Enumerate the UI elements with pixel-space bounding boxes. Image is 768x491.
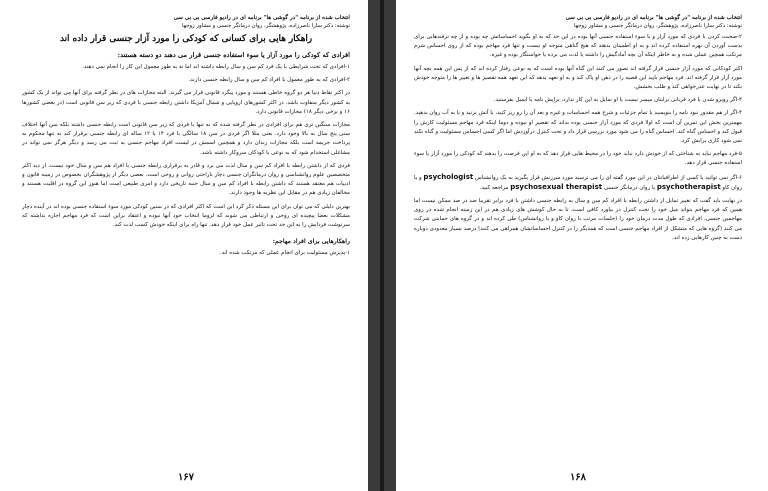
paragraph: بهترین دلیلی که می توان برای این مسئله ذکر کرد این است که اکثر افرادی که در سنین کودکی مورد سوء استفاده جنسی بوده اند در آینده دچار مشکلات بعضا پیچیده ای روحی و ارتباطی می شوند که لزوما انتخاب خود آنها نبوده و اعتقاد براین است که فرد مهاجم اجازه نداشته که سرنوشت فردایش را به این حد تحت تاثیر عمل خود قرار دهد. تنها راه برای اینکه خودش کسب لذت کند.: [22, 203, 350, 229]
left-page-content: [22, 14, 350, 262]
paragraph: اکثر کودکانی که مورد آزار جنسی قرار گرفته اند تصور می کنند این گناه آنها بوده است که به نوعی رفتار کرده اند که از پس این همه بچه آنها مورد آزار قرار گرفته اند. فرد مهاجم بایید این قضیه را در ذهن او پاک کند و به او تعهد بدهد که این تعهد همه تقصیر ها و تغییر ها را متوجه خودش بکند تا در نهایت عذرخواهی کند و طلب بخشش.: [414, 65, 742, 91]
term-psychosexual-therapist: psychosexual therapist: [510, 182, 603, 191]
book-gutter: [368, 0, 396, 491]
para6-text-before: ۶-اگر نمی توانید یا کسی از اطرافیانتان در این مورد گفته ای را می نرسید مورد سرزنش قرار بگیرید به یک روانشناس: [474, 174, 743, 181]
right-header-line1: انتخاب شده از برنامه "در گوشی ها" برنامه ای در رادیو فارسی بی بی سی: [565, 15, 742, 21]
paragraph: فردی که از داشتن رابطه با افراد کم سن و سال لذت می برد و قادر به برقراری رابطه جنسی با افراد هم سن و سال خود نیست، از دید اکثر متخصصین علوم روانشناسی و روان درمانگران جنسی دچار ناراحتی روانی و روحی است. بعضی دیگر از پژوهشگران بخصوص در زمینه قانون و ادبیات هم معتقد هستند که داشتن رابطه با افراد کم سن و سال جنبه تاریخی دارد و امری طبیعی است اما هنوز این گروه در اقلیت هستند و مخالفان زیادی هم در مقابل این نظریه ها وجود دارند.: [22, 162, 350, 197]
section-heading-solutions: راهکارهایی برای افراد مهاجم:: [272, 238, 350, 246]
para6-text-after: مراجعه کنید.: [479, 184, 509, 191]
paragraph: ۱-پذیرش مسئولیت برای انجام عملی که مرتکب شده اند.: [219, 250, 350, 257]
paragraph-professionals: [414, 173, 742, 193]
page-number-left: ۱۶۷: [177, 472, 195, 483]
article-title: راهکار هایی برای کسانی که کودکی را مورد آزار جنسی قرار داده اند: [59, 34, 313, 44]
paragraph-conclusion: در نهایت باید گفت که تغییر تمایل از داشتن رابطه با افراد کم سن و سال به رابطه جنسی داشتن با فرد برابر تقریبا صد در صد ممکن نیست اما همین که فرد مهاجم بتواند میل خود را تحت کنترل در بیاورد کافی است، تا به حال کوشش های زیادی هم در این زمینه انجام شده در روی مهاجمین جنسی، افرادی که طول مدت درمان خود را (جلسات مرتب با روان کاو و یا روانشناس) طی کرده اند و در گروه های حمایتی شرکت می کنند (گروه هایی که متشکل از افراد مهاجم جنسی است که همدیگر را در کنترل احساساتشان همراهی می کنند) درصد بسیار معدودی دوباره دست به چنین کارهایی زده اند.: [414, 198, 742, 241]
left-page: [4, 0, 368, 491]
paragraph: ۴-اگر از هم مقدور نبود نامه را بنویسید یا تمام جزئیات و شرح همه احساسات و غیره و بعد آن را رو ریز کنید، یا آتش بزنید و یا به آب روان بدهید. مهمترین بخش این تمرین آن است که اولا فردی که مورد آزار جنسی بوده بداند که تقصیر او نبوده و دوما اینکه فرد مهاجم مسئولیت کارش را قبول کند و احساس گناه کند. احساس گناه را می شود مورد بررسی قرار داد و تحت کنترل درآوردش اما اگر کسی احساس مسئولیت و گناه نکند نمی شود کاری برایش کرد.: [414, 110, 742, 145]
paragraph: ۳-اگر روبرو شدن با فرد قربانی برایتان میسر نیست یا او تمایل به این کار ندارد، برایش نامه یا ایمیل بفرستید.: [493, 97, 742, 104]
right-page-content: [414, 14, 742, 247]
page-number-right: ۱۶۸: [569, 472, 587, 483]
term-psychotherapist: psychotherapist: [656, 182, 721, 191]
left-header-line2: نوشته: دکتر سارا ناصرزاده، پژوهشگر، روان درمانگر جنسی و مشاور زوجها: [181, 23, 350, 29]
paragraph: ۲-افرادی که به طور معمول با افراد کم سن و سال رابطه جنسی دارند.: [188, 77, 350, 84]
section-heading-offenders: افرادی که کودکی را مورد آزار یا سوء استفاده جنسی قرار می دهند دو دسته هستند:: [117, 51, 350, 59]
paragraph: در اکثر نقاط دنیا هر دو گروه خاطی هستند و مورد پیگرد قانونی قرار می گیرند. البته مجازات های در نظر گرفته برای آنها می تواند از یک کشور به کشور دیگر متفاوت باشد. در اکثر کشورهای اروپایی و شمال آمریکا داشتن رابطه جنسی با فردی که زیر سن قانونی است (در بعضی کشورها ۱۶ و برخی دیگر ۱۸) مجازات قانونی دارد.: [22, 90, 350, 115]
book-fold: [380, 0, 384, 491]
paragraph: ۱-افرادی که تحت شرایطی با یک فرد کم سن و سال رابطه داشته اند اما نه به طور معمول این کار را انجام نمی دهند.: [82, 64, 350, 70]
term-psychologist: psychologist: [423, 172, 474, 181]
left-header-line1: انتخاب شده از برنامه "در گوشی ها" برنامه ای در رادیو فارسی بی بی سی: [173, 15, 350, 21]
paragraph: ۵-فرد مهاجم نباید به شناختی که از خودش دارد نباید خود را در محیط هایی قرار دهد که به او این فرصت را بدهند که کودکی را مورد آزار یا سوء استفاده جنسی قرار دهد.: [414, 151, 742, 167]
para6-text-mid: و یا روان کاو: [414, 174, 742, 191]
right-page: [396, 0, 760, 491]
para6-text-mid2: یا روان درمانگر جنسی: [603, 184, 656, 191]
paragraph: ۲-صحبت کردن با فردی که مورد آزار و یا سوء استفاده جنسی آنها بوده در این حد که به او بگوید احساساتش چه بوده و از چه ترفندهایی برای بدست آوردن آن بهره استفاده کرده اند و به او اطمینان بدهند که هیچ گناهی متوجه او نیست و تنها فرد مهاجم بوده که از روی احساس شرم مرتکب همچین عملی شده و به خاطر اینکه آن بچه آمادگیش را داشته یا لذت می برده یا خواستگار بوده و غیره.: [414, 34, 742, 59]
right-header-line2: نوشته: دکتر سارا ناصرزاده، پژوهشگر، روان درمانگر جنسی و مشاور زوجها: [573, 23, 742, 29]
paragraph: مجازات سنگین تری هم برای افرادی در نظر گرفته شده که نه تنها با فردی که زیر سن قانونی است رابطه جنسی داشته بلکه سن آنها اختلاف سنی پنج سال به بالا وجود دارد. بعنی مثلا اگر فردی در سن ۱۸ سالگی با فرد ۱۴ یا ۱۲ ساله ای رابطه جنسی برقرار کند نه تنها محکوم به پرداخت جریمه است بلکه مجازات زندان دارد و همچنین اسمش در لیست افراد مهاجم جنسی به ثبت می رسد و دیگر هرگز نمی تواند در مشاغلی استخدام شود که به نوعی با کودکان سروکار داشته باشد.: [22, 122, 350, 156]
